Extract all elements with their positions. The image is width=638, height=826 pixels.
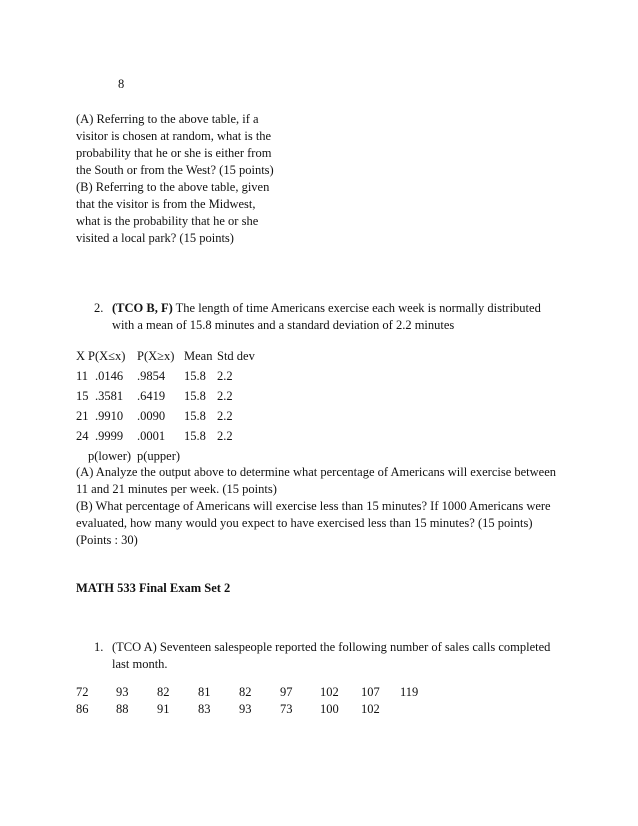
question-2-number: 2. (94, 301, 104, 315)
table-cell: 15.8 (184, 369, 206, 383)
sales-value: 97 (280, 685, 293, 699)
table-cell: .9999 (95, 429, 124, 443)
table-header-mean: Mean (184, 349, 213, 363)
sales-value: 102 (320, 685, 339, 699)
sales-value: 93 (116, 685, 129, 699)
table-footer-pupper: p(upper) (137, 449, 181, 463)
sales-value: 119 (400, 685, 419, 699)
table-cell: 24 (76, 429, 89, 443)
sales-data-row (76, 701, 476, 718)
table-cell: .6419 (137, 389, 166, 403)
sales-data-row (76, 684, 476, 701)
question-2-tco: (TCO B, F) (112, 301, 173, 315)
sales-value: 91 (157, 702, 170, 716)
table-cell: .0146 (95, 369, 124, 383)
question-2-part-b: (B) What percentage of Americans will exercise less than 15 minutes? If 1000 Americans were evaluated, how many would you expect to have exercised less than 15 minutes? (15 points) (Points : 30) (76, 499, 551, 547)
sales-value: 93 (239, 702, 252, 716)
page-number: 8 (118, 77, 125, 91)
sales-value: 73 (280, 702, 293, 716)
question-2-body (112, 300, 564, 334)
set-heading: MATH 533 Final Exam Set 2 (76, 581, 231, 595)
table-cell: 11 (76, 369, 89, 383)
question-1-part-a: (A) Referring to the above table, if a visitor is chosen at random, what is the probability that he or she is either from the South or from the West? (15 points) (76, 112, 274, 177)
table-cell: 2.2 (217, 429, 233, 443)
sales-data-grid (76, 684, 476, 718)
table-cell: .0001 (137, 429, 166, 443)
table-cell: 2.2 (217, 369, 233, 383)
question-2-text: The length of time Americans exercise each week is normally distributed with a mean of 15.8 minutes and a standard deviation of 2.2 minutes (112, 301, 541, 332)
sales-value: 102 (361, 702, 380, 716)
sales-value: 107 (361, 685, 380, 699)
table-cell: 15 (76, 389, 89, 403)
table-header-x: X (76, 349, 86, 363)
set2-question-1-text: (TCO A) Seventeen salespeople reported the following number of sales calls completed last month. (112, 640, 551, 671)
table-cell: 15.8 (184, 389, 206, 403)
table-cell: 15.8 (184, 429, 206, 443)
table-cell: 2.2 (217, 409, 233, 423)
table-cell: .9910 (95, 409, 124, 423)
question-2 (94, 300, 564, 334)
table-cell: 2.2 (217, 389, 233, 403)
table-cell: .9854 (137, 369, 166, 383)
question-2-parts (76, 464, 566, 549)
table-header-pupper: P(X≥x) (137, 349, 175, 363)
table-cell: 15.8 (184, 409, 206, 423)
table-header-plower: P(X≤x) (88, 349, 126, 363)
sales-value: 82 (239, 685, 252, 699)
table-cell: .0090 (137, 409, 166, 423)
question-1-parts (76, 111, 276, 247)
table-header-stddev: Std dev (217, 349, 255, 363)
table-cell: .3581 (95, 389, 124, 403)
question-2-part-a: (A) Analyze the output above to determine what percentage of Americans will exercise between 11 and 21 minutes per week. (15 points) (76, 465, 557, 496)
sales-value: 86 (76, 702, 89, 716)
sales-value: 83 (198, 702, 211, 716)
sales-value: 81 (198, 685, 211, 699)
sales-value: 88 (116, 702, 129, 716)
set2-question-1 (94, 639, 564, 673)
set2-question-1-number: 1. (94, 640, 104, 654)
sales-value: 100 (320, 702, 339, 716)
table-cell: 21 (76, 409, 89, 423)
table-footer-plower: p(lower) (88, 449, 132, 463)
sales-value: 82 (157, 685, 170, 699)
question-1-part-b: (B) Referring to the above table, given that the visitor is from the Midwest, what is the probability that he or she visited a local park? (15 points) (76, 180, 270, 245)
sales-value: 72 (76, 685, 89, 699)
